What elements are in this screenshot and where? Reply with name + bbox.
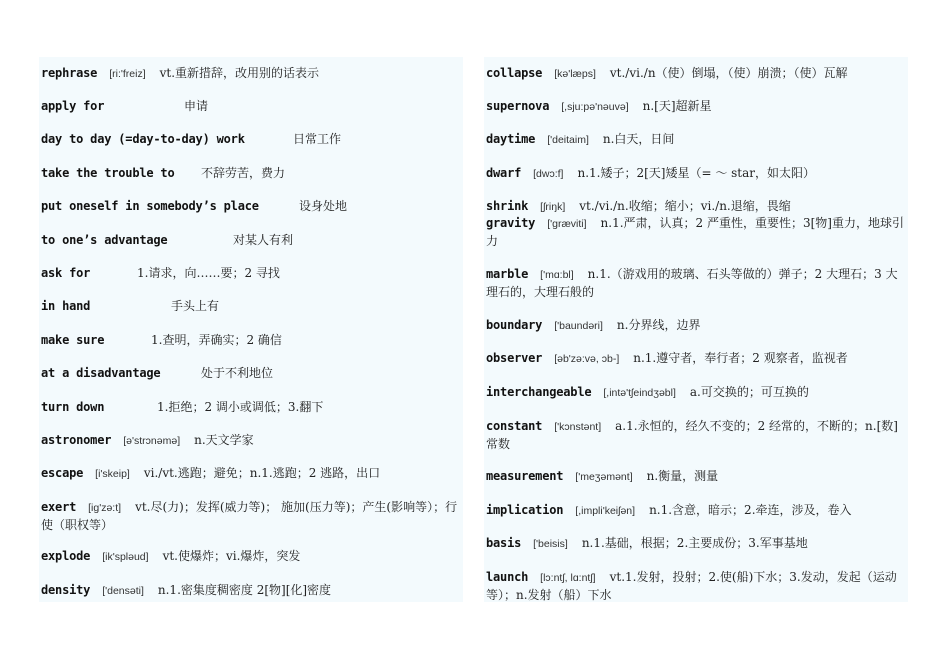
vocab-entry (41, 432, 461, 450)
vocab-definition: vt.1.发射，投射；2.使(船)下水；3.发动，发起（运动等）；n.发射（船）下水 (486, 570, 897, 602)
vocab-word: gravity (486, 216, 536, 230)
vocab-phonetic: [,intə'tʃeindʒəbl] (603, 387, 676, 399)
vocab-word: rephrase (41, 66, 98, 80)
vocab-phonetic: ['græviti] (547, 218, 587, 230)
vocab-entry (486, 266, 906, 301)
vocab-phonetic: ['mɑ:bl] (540, 269, 574, 281)
vocab-definition: vt./vi./n（使）倒塌，（使）崩溃；（使）瓦解 (609, 66, 848, 80)
vocab-entry (41, 399, 461, 416)
vocab-entry (486, 535, 906, 553)
vocab-definition: n.天文学家 (194, 433, 254, 447)
vocab-phonetic: ['baundəri] (554, 320, 603, 332)
vocab-phonetic: [i'skeip] (95, 468, 130, 480)
vocab-definition: 设身处地 (299, 199, 348, 213)
vocab-phonetic: ['densəti] (102, 585, 144, 597)
vocab-definition: n.1.基础，根据；2.主要成份；3.军事基地 (581, 536, 808, 550)
vocab-definition: n.衡量，测量 (646, 469, 719, 483)
vocab-word: basis (486, 536, 522, 550)
vocab-entry (41, 499, 461, 534)
vocab-phonetic: [ik'spləud] (102, 551, 149, 563)
vocab-definition: n.1.（游戏用的玻璃、石头等做的）弹子；2 大理石；3 大理石的，大理石般的 (486, 267, 898, 299)
vocab-entry (486, 317, 906, 335)
vocab-entry (41, 65, 461, 83)
vocab-definition: n.分界线，边界 (616, 318, 701, 332)
vocab-phonetic: [,sju:pə'nəuvə] (561, 101, 629, 113)
vocab-word: marble (486, 267, 529, 281)
vocab-word: shrink (486, 199, 529, 213)
vocab-phonetic: [ig'zə:t] (88, 502, 122, 514)
vocab-word: boundary (486, 318, 543, 332)
vocab-word: supernova (486, 99, 550, 113)
vocab-word: implication (486, 503, 564, 517)
vocab-entry (41, 131, 461, 148)
vocab-entry (486, 131, 906, 149)
vocab-word: daytime (486, 132, 536, 146)
vocab-word: constant (486, 419, 543, 433)
vocab-word: launch (486, 570, 529, 584)
vocab-phonetic: [əb'zə:və, ɔb-] (554, 353, 620, 365)
vocab-entry (486, 65, 906, 83)
vocab-entry (41, 365, 461, 382)
vocab-entry (41, 232, 461, 249)
vocab-word: make sure (41, 333, 105, 347)
vocab-definition: vt.尽(力)；发挥(威力等)； 施加(压力等)；产生(影响等）；行使（职权等） (41, 500, 458, 532)
vocab-phonetic: [ʃriŋk] (540, 201, 566, 213)
vocab-definition: a.1.永恒的，经久不变的；2 经常的，不断的；n.[数] 常数 (486, 419, 898, 451)
vocab-word: observer (486, 351, 543, 365)
vocab-definition: vt.重新措辞，改用别的话表示 (159, 66, 320, 80)
vocab-definition: vt./vi./n.收缩；缩小；vi./n.退缩，畏缩 (579, 199, 791, 213)
vocab-entry (41, 548, 461, 566)
vocab-entry (486, 198, 906, 216)
vocab-definition: 1.请求，向……要；2 寻找 (137, 266, 280, 280)
vocab-definition: 申请 (184, 99, 209, 113)
vocab-word: interchangeable (486, 385, 592, 399)
vocab-phonetic: [ri:'freiz] (109, 68, 146, 80)
vocab-word: day to day (=day-to-day) work (41, 132, 245, 146)
vocab-entry (486, 502, 906, 520)
vocab-entry (486, 165, 906, 183)
vocab-phonetic: [lɔ:ntʃ, lɑ:ntʃ] (540, 572, 596, 584)
vocab-definition: 处于不利地位 (201, 366, 274, 380)
vocab-definition: vi./vt.逃跑；避免；n.1.逃跑；2 逃路，出口 (143, 466, 381, 480)
vocab-entry (41, 165, 461, 182)
vocab-entry (41, 265, 461, 282)
vocab-phonetic: [dwɔ:f] (533, 168, 564, 180)
vocab-definition: 日常工作 (293, 132, 342, 146)
vocab-word: escape (41, 466, 84, 480)
vocab-definition: n.1.矮子；2[天]矮星（= ～ star，如太阳） (577, 166, 816, 180)
vocab-definition: n.1.遵守者，奉行者；2 观察者，监视者 (633, 351, 848, 365)
vocab-word: explode (41, 549, 91, 563)
vocab-word: ask for (41, 266, 91, 280)
vocab-definition: 不辞劳苦，费力 (201, 166, 286, 180)
vocab-entry (486, 569, 906, 604)
vocab-entry (41, 465, 461, 483)
vocab-entry (486, 468, 906, 486)
vocab-word: density (41, 583, 91, 597)
vocab-entry (41, 298, 461, 315)
vocab-definition: n.1.密集度稠密度 2[物][化]密度 (157, 583, 332, 597)
vocab-definition: vt.使爆炸；vi.爆炸，突发 (162, 549, 301, 563)
vocab-word: at a disadvantage (41, 366, 161, 380)
vocab-word: turn down (41, 400, 105, 414)
vocab-definition: a.可交换的；可互换的 (689, 385, 809, 399)
vocab-phonetic: [ə'strɔnəmə] (123, 435, 181, 447)
vocab-word: measurement (486, 469, 564, 483)
vocab-entry (41, 582, 461, 600)
vocab-definition: n.白天，日间 (602, 132, 675, 146)
vocab-entry (41, 98, 461, 115)
left-vocabulary-column (39, 57, 463, 602)
vocab-entry (486, 98, 906, 116)
vocab-phonetic: [,impli'keiʃən] (575, 505, 636, 517)
vocab-word: dwarf (486, 166, 522, 180)
vocab-word: astronomer (41, 433, 112, 447)
vocab-word: put oneself in somebody’s place (41, 199, 259, 213)
vocab-phonetic: ['meʒəmənt] (575, 471, 633, 483)
vocab-definition: n.[天]超新星 (642, 99, 712, 113)
vocab-definition: 手头上有 (171, 299, 220, 313)
vocab-entry (41, 198, 461, 215)
vocab-definition: 1.拒绝；2 调小或调低；3.翻下 (157, 400, 324, 414)
vocab-phonetic: ['kɔnstənt] (554, 421, 602, 433)
vocab-definition: 对某人有利 (233, 233, 294, 247)
vocab-phonetic: [kə'læps] (554, 68, 596, 80)
vocab-definition: n.1.严肃，认真；2 严重性，重要性；3[物]重力，地球引力 (486, 216, 904, 248)
vocab-entry (486, 418, 906, 453)
vocab-word: apply for (41, 99, 105, 113)
vocab-definition: 1.查明，弄确实；2 确信 (151, 333, 282, 347)
vocab-word: collapse (486, 66, 543, 80)
vocab-word: exert (41, 500, 77, 514)
vocab-word: in hand (41, 299, 91, 313)
vocab-phonetic: ['beisis] (533, 538, 568, 550)
vocab-definition: n.1.含意，暗示；2.牵连，涉及，卷入 (649, 503, 852, 517)
vocab-word: to one’s advantage (41, 233, 168, 247)
vocab-entry (41, 332, 461, 349)
vocab-phonetic: ['deitaim] (547, 134, 589, 146)
vocab-entry (486, 215, 906, 250)
vocab-word: take the trouble to (41, 166, 175, 180)
vocab-entry (486, 350, 906, 368)
right-vocabulary-column (484, 57, 908, 602)
vocab-entry (486, 384, 906, 402)
